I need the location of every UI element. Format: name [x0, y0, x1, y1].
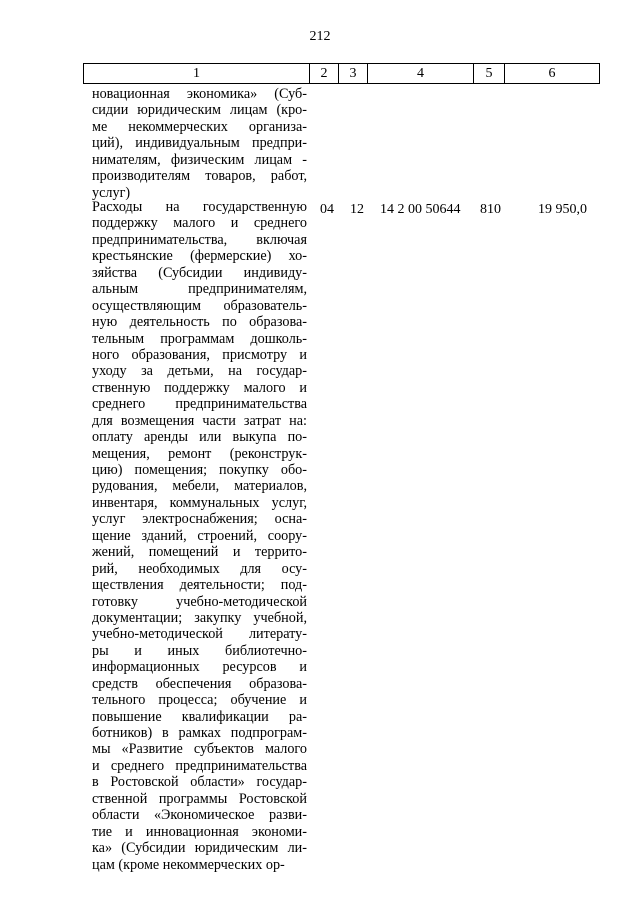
- description-line: Расходы на государственную: [92, 199, 307, 215]
- description-line: для возмещения части затрат на:: [92, 412, 307, 429]
- description-line: тельным программам дошколь-: [92, 330, 307, 347]
- description-line: рудования, мебели, материалов,: [92, 478, 307, 495]
- description-line: жений, помещений и террито-: [92, 544, 307, 561]
- description-line: уходу за детьми, на государ-: [92, 363, 307, 380]
- cell-section-code: 04: [320, 202, 334, 217]
- description-line: мещения, ремонт (реконструк-: [92, 445, 307, 462]
- description-line: и среднего предпринимательства: [92, 757, 307, 774]
- description-line: поддержку малого и среднего: [92, 215, 307, 232]
- description-line: ную деятельность по образова-: [92, 314, 307, 331]
- description-line: производителям товаров, работ,: [92, 168, 307, 185]
- description-line: повышение квалификации ра-: [92, 708, 307, 725]
- description-line: новационная экономика» (Суб-: [92, 86, 307, 102]
- description-line: ботников) в рамках подпрограм-: [92, 725, 307, 741]
- description-line: ственной программы Ростовской: [92, 790, 307, 807]
- description-line: крестьянские (фермерские) хо-: [92, 248, 307, 265]
- page-number: 212: [309, 29, 331, 44]
- description-line: нимателям, физическим лицам -: [92, 151, 307, 168]
- description-line: учебно-методической литерату-: [92, 626, 307, 643]
- description-line: документации; закупку учебной,: [92, 609, 307, 626]
- description-line: ществления деятельности; под-: [92, 577, 307, 594]
- column-header-5: 5: [474, 64, 505, 83]
- cell-expense-type-code: 810: [480, 202, 501, 217]
- description-line: тие и инновационная экономи-: [92, 823, 307, 840]
- description-line: ного образования, присмотру и: [92, 346, 307, 363]
- column-header-3: 3: [339, 64, 368, 83]
- description-line: сидии юридическим лицам (кро-: [92, 102, 307, 119]
- description-line: тельного процесса; обучение и: [92, 692, 307, 709]
- description-line: предпринимательства, включая: [92, 231, 307, 248]
- description-line: рий, необходимых для осу-: [92, 560, 307, 577]
- description-line: щение зданий, строений, соору-: [92, 527, 307, 544]
- description-line: ка» (Субсидии юридическим ли-: [92, 840, 307, 857]
- column-header-6: 6: [548, 65, 556, 81]
- row-description-continued: [92, 86, 307, 201]
- cell-amount: 19 950,0: [538, 202, 587, 217]
- description-line: в Ростовской области» государ-: [92, 774, 307, 791]
- description-line: средств обеспечения образова-: [92, 675, 307, 692]
- description-line: готовку учебно-методической: [92, 593, 307, 610]
- description-line: среднего предпринимательства: [92, 396, 307, 413]
- table-header-row: [83, 63, 600, 84]
- description-line: осуществляющим образователь-: [92, 297, 307, 314]
- description-line: ственную поддержку малого и: [92, 379, 307, 396]
- description-line: оплату аренды или выкупа по-: [92, 429, 307, 446]
- cell-target-article-code: 14 2 00 50644: [380, 202, 461, 217]
- cell-subsection-code: 12: [350, 202, 364, 217]
- description-line: ме некоммерческих организа-: [92, 118, 307, 135]
- description-line: инвентаря, коммунальных услуг,: [92, 494, 307, 511]
- description-line: цию) помещения; покупку обо-: [92, 462, 307, 478]
- description-line: цам (кроме некоммерческих ор-: [92, 856, 285, 873]
- description-line: услуг): [92, 184, 131, 201]
- description-line: информационных ресурсов и: [92, 659, 307, 676]
- row-description-expenses: [92, 199, 307, 873]
- column-header-2: 2: [310, 64, 339, 83]
- description-line: ры и иных библиотечно-: [92, 642, 307, 659]
- description-line: услуг электроснабжения; осна-: [92, 511, 307, 528]
- description-line: ций), индивидуальным предпри-: [92, 135, 307, 152]
- description-line: мы «Развитие субъектов малого: [92, 741, 307, 758]
- column-header-4: 4: [368, 64, 474, 83]
- description-line: зяйства (Субсидии индивиду-: [92, 264, 307, 281]
- description-line: альным предпринимателям,: [92, 281, 307, 298]
- description-line: области «Экономическое разви-: [92, 807, 307, 824]
- column-header-1: 1: [84, 64, 310, 83]
